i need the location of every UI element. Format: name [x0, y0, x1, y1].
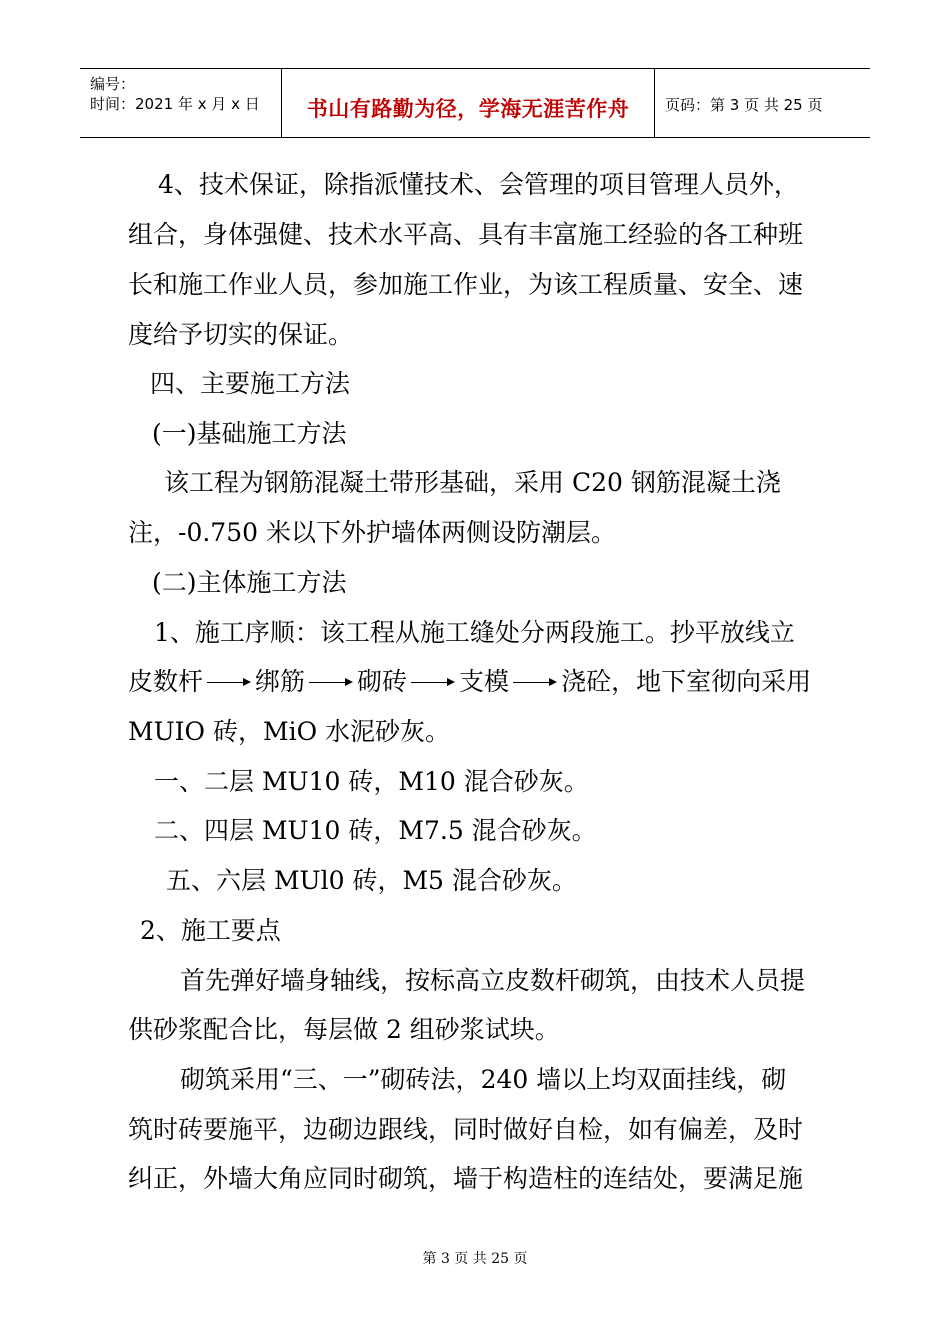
header-info-cell: [80, 69, 282, 137]
body-line: 4、技术保证，除指派懂技术、会管理的项目管理人员外，: [158, 170, 799, 199]
body-line: 注，-0.750 米以下外护墙体两侧设防潮层。: [128, 518, 616, 547]
arrow-right-icon: [207, 667, 251, 697]
flow-step: 砌砖: [357, 667, 408, 696]
flow-step: 皮数杆: [128, 667, 204, 696]
arrow-right-icon: [513, 667, 557, 697]
body-line: 首先弹好墙身轴线，按标高立皮数杆砌筑，由技术人员提: [180, 966, 806, 995]
subsection-heading: (二)主体施工方法: [152, 568, 347, 597]
body-line: 筑时砖要施平，边砌边跟线，同时做好自检，如有偏差，及时: [128, 1115, 804, 1144]
body-line: 组合，身体强健、技术水平高、具有丰富施工经验的各工种班: [128, 220, 804, 249]
arrow-right-icon: [309, 667, 353, 697]
arrow-right-icon: [411, 667, 455, 697]
body-line: 度给予切实的保证。: [128, 320, 354, 349]
body-line: MUIO 砖，MiO 水泥砂灰。: [128, 717, 451, 746]
flow-step: 支模: [459, 667, 510, 696]
page-header: [80, 68, 870, 138]
header-motto: 书山有路勤为径，学海无涯苦作舟: [306, 97, 630, 121]
header-page-label: 页码：第 3 页 共 25 页: [665, 96, 823, 114]
flow-step: 绑筋: [255, 667, 306, 696]
body-line: 五、六层 MUl0 砖，M5 混合砂灰。: [166, 866, 577, 895]
body-line: 长和施工作业人员，参加施工作业，为该工程质量、安全、速: [128, 270, 804, 299]
body-line: 纠正，外墙大角应同时砌筑，墙于构造柱的连结处，要满足施: [128, 1164, 804, 1193]
page-footer: 第 3 页 共 25 页: [422, 1251, 528, 1267]
header-motto-cell: [282, 69, 655, 137]
body-line: 一、二层 MU10 砖，M10 混合砂灰。: [154, 767, 589, 796]
header-number-label: 编号：: [90, 75, 136, 93]
section-heading: 四、主要施工方法: [150, 369, 351, 398]
process-flow-line: [128, 667, 811, 697]
header-page-cell: [655, 69, 870, 137]
body-line: 砌筑采用“三、一”砌砖法，240 墙以上均双面挂线，砌: [180, 1065, 787, 1094]
flow-step: 浇砼，地下室彻向采用: [561, 667, 812, 696]
body-line: 1、施工序顺：该工程从施工缝处分两段施工。抄平放线立: [154, 618, 795, 647]
body-line: 该工程为钢筋混凝土带形基础，采用 C20 钢筋混凝土浇: [164, 468, 781, 497]
header-time-label: 时间：2021 年 x 月 x 日: [90, 95, 260, 113]
subsection-heading: (一)基础施工方法: [152, 419, 347, 448]
body-line: 二、四层 MU10 砖，M7.5 混合砂灰。: [154, 816, 597, 845]
body-line: 供砂浆配合比，每层做 2 组砂浆试块。: [128, 1015, 560, 1044]
subsection-heading: 2、施工要点: [140, 916, 281, 945]
